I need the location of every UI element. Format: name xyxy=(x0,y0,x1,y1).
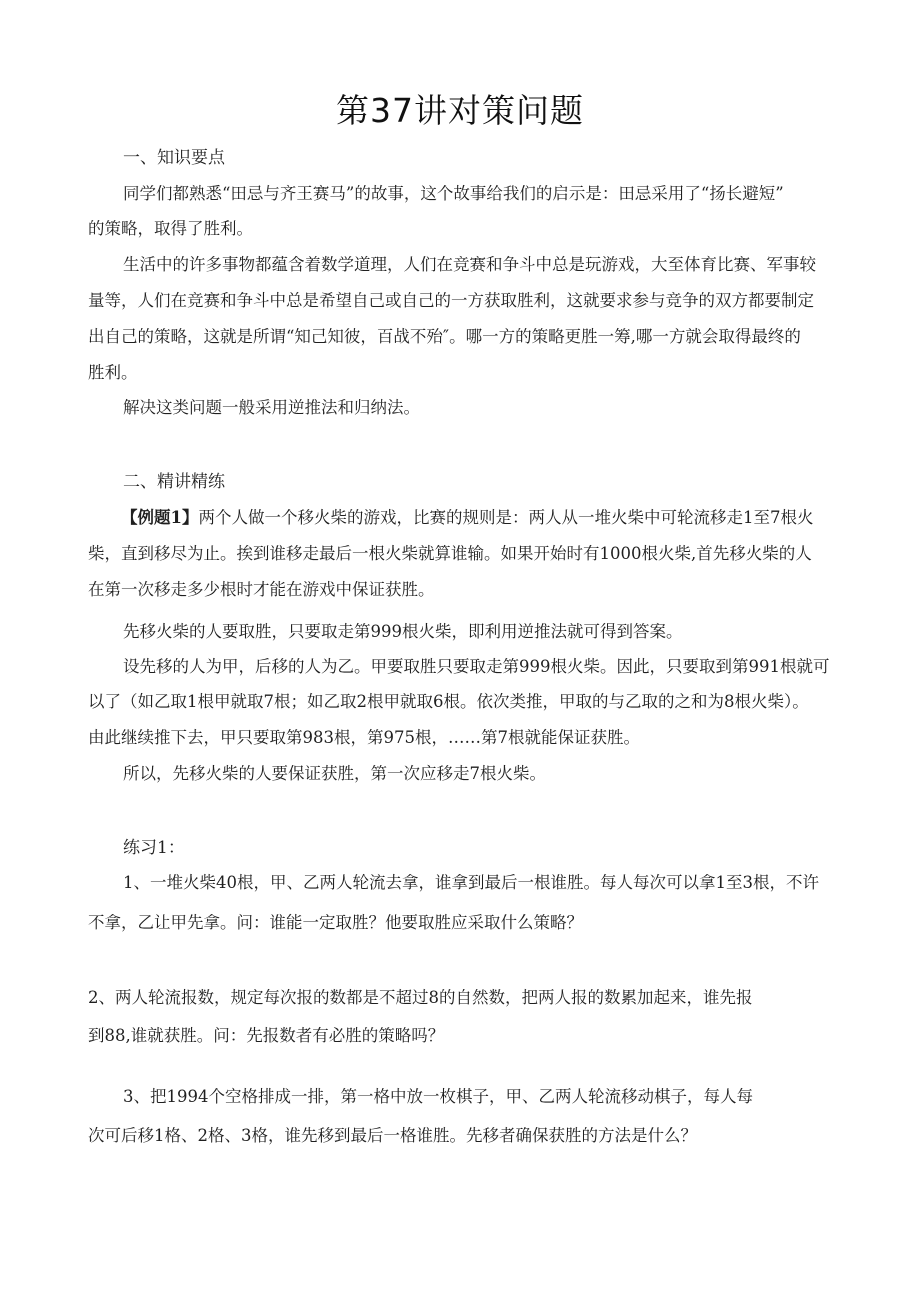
example-text: 两个人做一个移火柴的游戏，比赛的规则是：两人从一堆火柴中可轮流移走1至7根火 xyxy=(198,508,814,527)
question-3-line: 次可后移1格、2格、3格，谁先移到最后一格谁胜。先移者确保获胜的方法是什么？ xyxy=(88,1126,697,1145)
paragraph-line: 在第一次移走多少根时才能在游戏中保证获胜。 xyxy=(88,580,435,599)
paragraph-line: 出自己的策略，这就是所谓“知己知彼，百战不殆″。哪一方的策略更胜一筹,哪一方就会取得最终的 xyxy=(88,327,801,346)
practice-heading: 练习1： xyxy=(123,838,185,858)
paragraph-line: 胜利。 xyxy=(88,363,138,382)
paragraph-line: 以了（如乙取1根甲就取7根；如乙取2根甲就取6根。依次类推，甲取的与乙取的之和为8根火柴）。 xyxy=(88,692,809,711)
paragraph-line: 柴，直到移尽为止。挨到谁移走最后一根火柴就算谁输。如果开始时有1000根火柴,首先移火柴的人 xyxy=(88,544,812,563)
paragraph-line: 的策略，取得了胜利。 xyxy=(88,219,253,238)
paragraph-line: 同学们都熟悉“田忌与齐王赛马”的故事，这个故事给我们的启示是：田忌采用了“扬长避短” xyxy=(123,184,784,203)
paragraph-line: 由此继续推下去，甲只要取第983根，第975根，……第7根就能保证获胜。 xyxy=(88,728,640,747)
question-2-line: 2、两人轮流报数，规定每次报的数都是不超过8的自然数，把两人报的数累加起来，谁先报 xyxy=(88,988,753,1007)
section-heading-knowledge: 一、知识要点 xyxy=(123,148,225,168)
example-first-line xyxy=(121,506,813,530)
question-1-line: 1、一堆火柴40根，甲、乙两人轮流去拿，谁拿到最后一根谁胜。每人每次可以拿1至3根，不许 xyxy=(123,873,819,892)
paragraph-line: 生活中的许多事物都蕴含着数学道理，人们在竞赛和争斗中总是玩游戏，大至体育比赛、军事较 xyxy=(123,255,816,274)
paragraph-line: 量等，人们在竞赛和争斗中总是希望自己或自己的一方获取胜利，这就要求参与竞争的双方都要制定 xyxy=(88,291,814,310)
question-3-line: 3、把1994个空格排成一排，第一格中放一枚棋子，甲、乙两人轮流移动棋子，每人每 xyxy=(123,1087,753,1106)
paragraph-line: 解决这类问题一般采用逆推法和归纳法。 xyxy=(123,398,420,417)
page-title: 第37讲对策问题 xyxy=(336,91,584,130)
paragraph-line: 设先移的人为甲，后移的人为乙。甲要取胜只要取走第999根火柴。因此，只要取到第991根就可 xyxy=(123,657,830,676)
example-tag: 【例题1】 xyxy=(121,508,199,527)
paragraph-line: 所以，先移火柴的人要保证获胜，第一次应移走7根火柴。 xyxy=(123,764,546,783)
question-1-line: 不拿，乙让甲先拿。问：谁能一定取胜？他要取胜应采取什么策略？ xyxy=(88,913,583,932)
question-2-line: 到88,谁就获胜。问：先报数者有必胜的策略吗？ xyxy=(88,1026,445,1045)
paragraph-line: 先移火柴的人要取胜，只要取走第999根火柴，即利用逆推法就可得到答案。 xyxy=(123,622,683,641)
section-heading-practice: 二、精讲精练 xyxy=(123,472,225,492)
